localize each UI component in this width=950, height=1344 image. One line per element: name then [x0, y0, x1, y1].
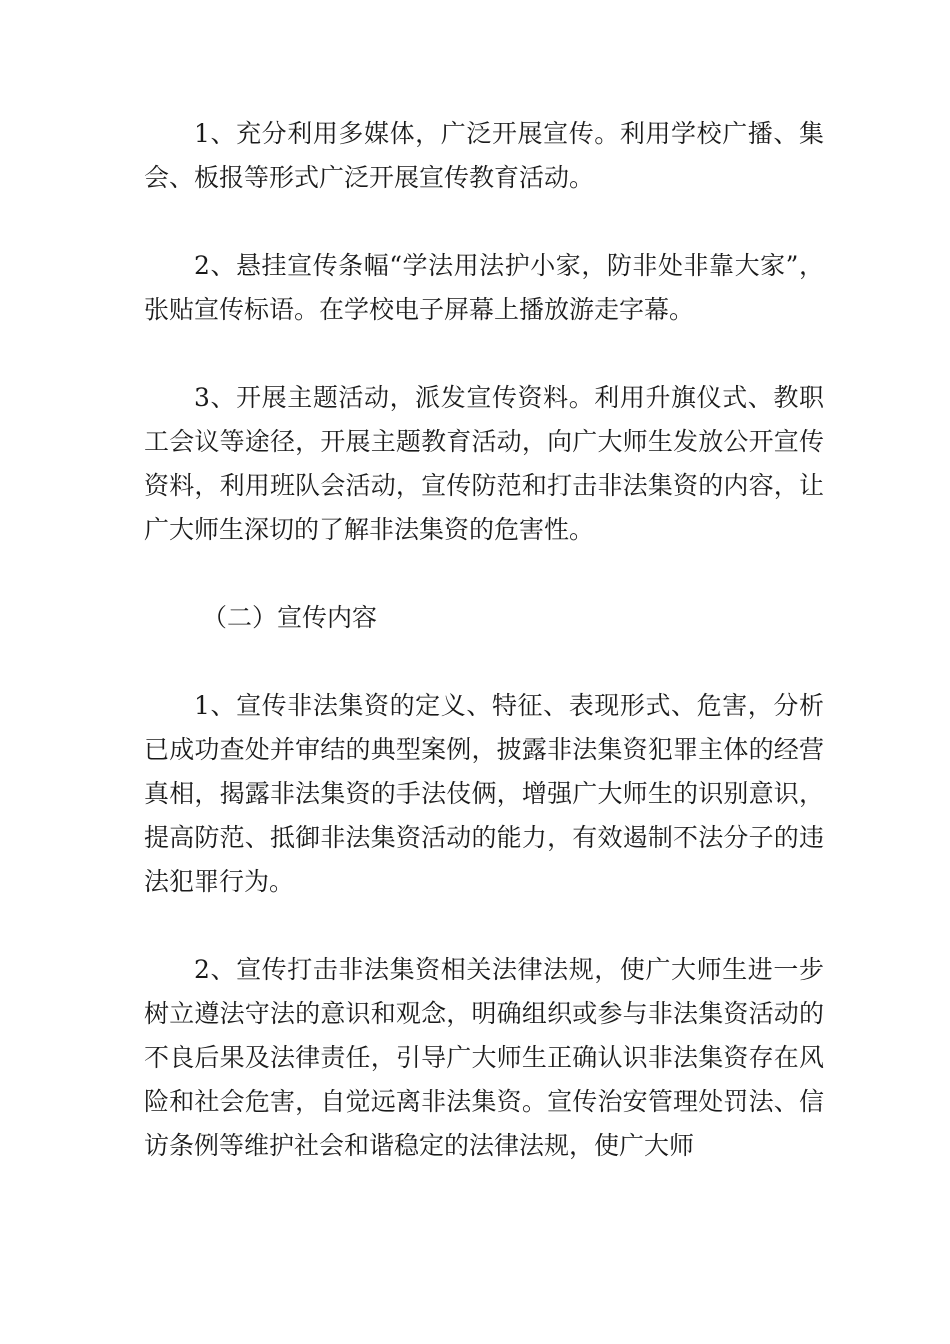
paragraph-publicity-activities: 3、开展主题活动，派发宣传资料。利用升旗仪式、教职工会议等途径，开展主题教育活动，向广大师生发放公开宣传资料，利用班队会活动，宣传防范和打击非法集资的内容，让广大师生深切的了解非法集资的危害性。 [144, 383, 824, 544]
paragraph-content-definition: 1、宣传非法集资的定义、特征、表现形式、危害，分析已成功查处并审结的典型案例，披露非法集资犯罪主体的经营真相，揭露非法集资的手法伎俩，增强广大师生的识别意识，提高防范、抵御非法集资活动的能力，有效遏制不法分子的违法犯罪行为。 [144, 691, 824, 896]
paragraph-publicity-multimedia: 1、充分利用多媒体，广泛开展宣传。利用学校广播、集会、板报等形式广泛开展宣传教育活动。 [144, 119, 824, 192]
paragraph-publicity-banners: 2、悬挂宣传条幅“学法用法护小家，防非处非靠大家”，张贴宣传标语。在学校电子屏幕上播放游走字幕。 [144, 251, 824, 324]
document-body [144, 112, 824, 1212]
section-heading-publicity-content: （二）宣传内容 [202, 603, 378, 632]
paragraph-content-laws: 2、宣传打击非法集资相关法律法规，使广大师生进一步树立遵法守法的意识和观念，明确组织或参与非法集资活动的不良后果及法律责任，引导广大师生正确认识非法集资存在风险和社会危害，自觉远离非法集资。宣传治安管理处罚法、信访条例等维护社会和谐稳定的法律法规，使广大师 [144, 955, 824, 1160]
